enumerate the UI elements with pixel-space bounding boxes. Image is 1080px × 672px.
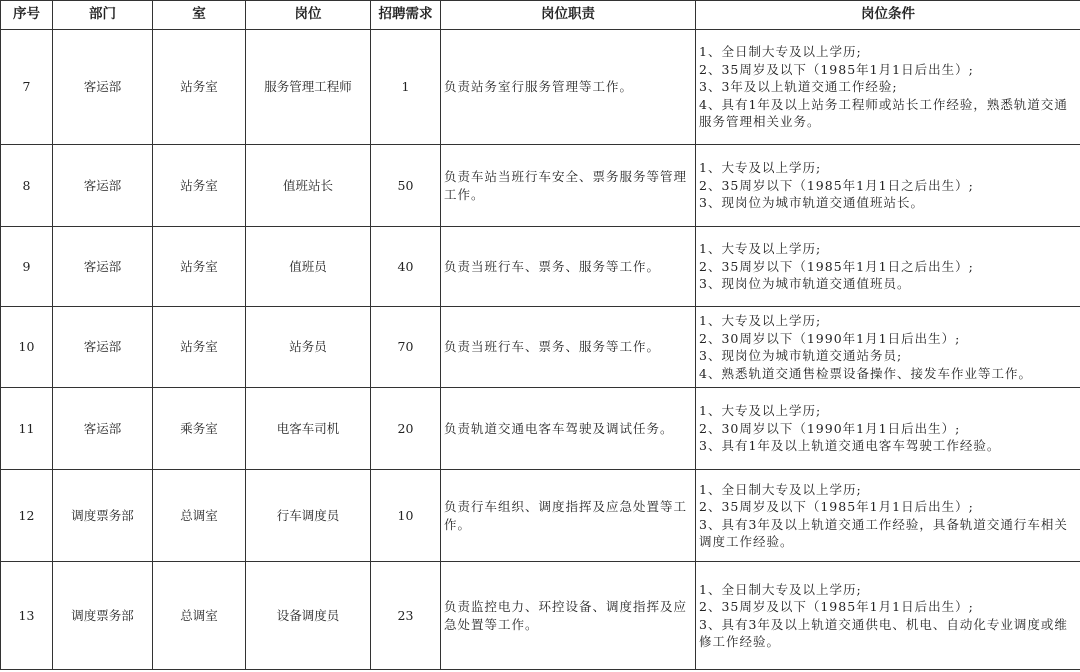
header-requirements: 岗位条件 bbox=[696, 1, 1080, 30]
cell-duty: 负责车站当班行车安全、票务服务等管理工作。 bbox=[441, 145, 696, 227]
cell-requirements bbox=[696, 227, 1080, 307]
header-row bbox=[1, 1, 1080, 30]
cell-no: 10 bbox=[1, 307, 53, 388]
header-room: 室 bbox=[153, 1, 246, 30]
requirement-item: 2、35周岁以下（1985年1月1日之后出生）; bbox=[699, 258, 974, 274]
header-post: 岗位 bbox=[246, 1, 371, 30]
cell-no: 13 bbox=[1, 562, 53, 670]
requirement-item: 1、大专及以上学历; bbox=[699, 403, 822, 419]
cell-duty: 负责轨道交通电客车驾驶及调试任务。 bbox=[441, 388, 696, 470]
requirement-item: 2、30周岁以下（1990年1月1日后出生）; bbox=[699, 420, 961, 436]
cell-count: 10 bbox=[371, 470, 441, 562]
header-count: 招聘需求 bbox=[371, 1, 441, 30]
cell-room: 总调室 bbox=[153, 562, 246, 670]
cell-count: 50 bbox=[371, 145, 441, 227]
cell-requirements bbox=[696, 562, 1080, 670]
cell-dept: 调度票务部 bbox=[53, 562, 153, 670]
requirement-item: 3、现岗位为城市轨道交通站务员; bbox=[699, 348, 903, 363]
cell-room: 乘务室 bbox=[153, 388, 246, 470]
requirement-item: 3、具有3年及以上轨道交通工作经验，具备轨道交通行车相关调度工作经验。 bbox=[699, 516, 1068, 549]
cell-dept: 客运部 bbox=[53, 145, 153, 227]
table-row bbox=[1, 388, 1080, 470]
cell-post: 站务员 bbox=[246, 307, 371, 388]
cell-duty: 负责行车组织、调度指挥及应急处置等工作。 bbox=[441, 470, 696, 562]
cell-no: 12 bbox=[1, 470, 53, 562]
cell-count: 20 bbox=[371, 388, 441, 470]
cell-room: 总调室 bbox=[153, 470, 246, 562]
cell-post: 电客车司机 bbox=[246, 388, 371, 470]
cell-dept: 客运部 bbox=[53, 30, 153, 145]
header-no: 序号 bbox=[1, 1, 53, 30]
cell-post: 值班员 bbox=[246, 227, 371, 307]
cell-room: 站务室 bbox=[153, 30, 246, 145]
requirement-item: 2、35周岁以下（1985年1月1日之后出生）; bbox=[699, 177, 974, 193]
requirement-item: 3、3年及以上轨道交通工作经验; bbox=[699, 79, 898, 95]
requirement-item: 3、现岗位为城市轨道交通值班站长。 bbox=[699, 195, 924, 211]
cell-no: 11 bbox=[1, 388, 53, 470]
cell-dept: 调度票务部 bbox=[53, 470, 153, 562]
requirement-item: 1、全日制大专及以上学历; bbox=[699, 44, 862, 60]
cell-count: 1 bbox=[371, 30, 441, 145]
requirement-item: 1、大专及以上学历; bbox=[699, 241, 822, 257]
cell-requirements bbox=[696, 30, 1080, 145]
cell-dept: 客运部 bbox=[53, 388, 153, 470]
cell-no: 8 bbox=[1, 145, 53, 227]
table-row bbox=[1, 30, 1080, 145]
cell-count: 40 bbox=[371, 227, 441, 307]
cell-duty: 负责站务室行服务管理等工作。 bbox=[441, 30, 696, 145]
requirement-item: 2、35周岁及以下（1985年1月1日后出生）; bbox=[699, 599, 974, 614]
requirement-item: 1、全日制大专及以上学历; bbox=[699, 581, 862, 597]
cell-count: 23 bbox=[371, 562, 441, 670]
cell-post: 行车调度员 bbox=[246, 470, 371, 562]
requirement-item: 2、30周岁以下（1990年1月1日后出生）; bbox=[699, 330, 961, 346]
requirement-item: 2、35周岁及以下（1985年1月1日后出生）; bbox=[699, 499, 974, 514]
header-duty: 岗位职责 bbox=[441, 1, 696, 30]
requirement-item: 3、具有1年及以上轨道交通电客车驾驶工作经验。 bbox=[699, 438, 1001, 454]
table-row bbox=[1, 145, 1080, 227]
cell-count: 70 bbox=[371, 307, 441, 388]
table-row bbox=[1, 470, 1080, 562]
cell-room: 站务室 bbox=[153, 307, 246, 388]
cell-room: 站务室 bbox=[153, 227, 246, 307]
requirement-item: 2、35周岁及以下（1985年1月1日后出生）; bbox=[699, 61, 974, 77]
requirement-item: 1、全日制大专及以上学历; bbox=[699, 481, 862, 497]
cell-post: 设备调度员 bbox=[246, 562, 371, 670]
cell-no: 9 bbox=[1, 227, 53, 307]
requirement-item: 3、现岗位为城市轨道交通值班员。 bbox=[699, 276, 911, 292]
cell-duty: 负责监控电力、环控设备、调度指挥及应急处置等工作。 bbox=[441, 562, 696, 670]
cell-post: 服务管理工程师 bbox=[246, 30, 371, 145]
table-row bbox=[1, 307, 1080, 388]
cell-duty: 负责当班行车、票务、服务等工作。 bbox=[441, 227, 696, 307]
cell-room: 站务室 bbox=[153, 145, 246, 227]
table-row bbox=[1, 227, 1080, 307]
cell-dept: 客运部 bbox=[53, 227, 153, 307]
cell-requirements bbox=[696, 388, 1080, 470]
cell-post: 值班站长 bbox=[246, 145, 371, 227]
header-dept: 部门 bbox=[53, 1, 153, 30]
cell-dept: 客运部 bbox=[53, 307, 153, 388]
cell-duty: 负责当班行车、票务、服务等工作。 bbox=[441, 307, 696, 388]
requirement-item: 1、大专及以上学历; bbox=[699, 313, 822, 328]
cell-requirements bbox=[696, 470, 1080, 562]
cell-no: 7 bbox=[1, 30, 53, 145]
cell-requirements bbox=[696, 145, 1080, 227]
requirement-item: 3、具有3年及以上轨道交通供电、机电、自动化专业调度或维修工作经验。 bbox=[699, 616, 1068, 649]
requirement-item: 4、具有1年及以上站务工程师或站长工作经验，熟悉轨道交通服务管理相关业务。 bbox=[699, 96, 1068, 130]
requirement-item: 1、大专及以上学历; bbox=[699, 160, 822, 176]
cell-requirements bbox=[696, 307, 1080, 388]
requirement-item: 4、熟悉轨道交通售检票设备操作、接发车作业等工作。 bbox=[699, 365, 1032, 381]
table-row bbox=[1, 562, 1080, 670]
